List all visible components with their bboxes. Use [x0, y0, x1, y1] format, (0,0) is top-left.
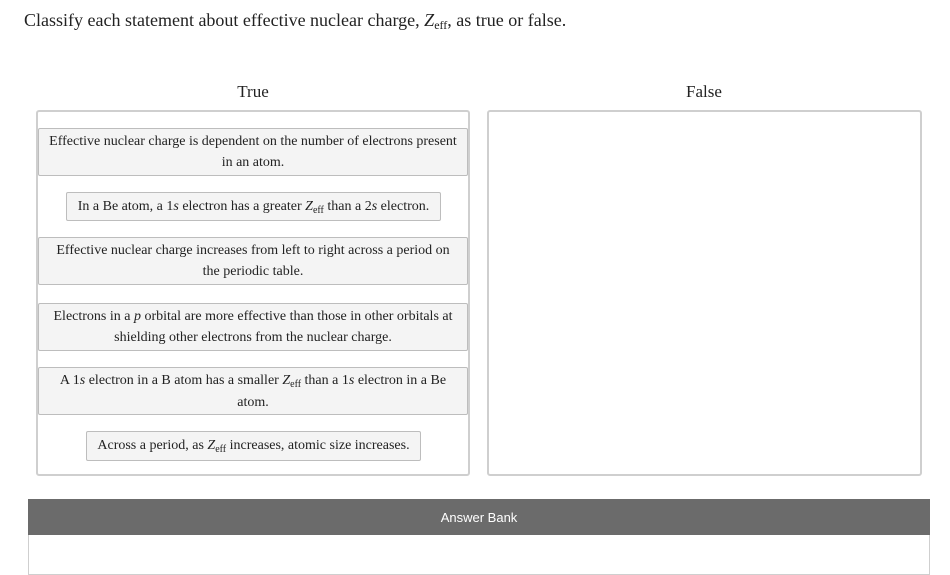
statement-card-period-trend[interactable]: Effective nuclear charge increases from left to right across a period on the periodic table.: [38, 237, 468, 285]
answer-bank-title: Answer Bank: [440, 509, 518, 525]
statement-card-be-1s-vs-2s[interactable]: In a Be atom, a 1s electron has a greater $Z_{eff}$ than a 2s electron.: [66, 192, 441, 221]
statement-card-p-orbital-shielding[interactable]: Electrons in a p orbital are more effective than those in other orbitals at shielding other electrons from the nuclear charge.: [38, 303, 468, 351]
false-column-title: False: [686, 82, 722, 101]
answer-bank-header: [28, 499, 930, 535]
question-prompt: Classify each statement about effective nuclear charge, Zeff, as true or false.: [24, 10, 567, 32]
false-drop-zone[interactable]: [487, 110, 922, 476]
statement-card-atomic-size[interactable]: Across a period, as $Z_{eff}$ increases, atomic size increases.: [86, 431, 421, 461]
statement-card-b-vs-be-1s[interactable]: A 1s electron in a B atom has a smaller $Z_{eff}$ than a 1s electron in a Be atom.: [38, 367, 468, 415]
true-column-title: True: [237, 82, 269, 101]
answer-bank-area[interactable]: [28, 535, 930, 575]
statement-card-electron-dependence[interactable]: Effective nuclear charge is dependent on the number of electrons present in an atom.: [38, 128, 468, 176]
